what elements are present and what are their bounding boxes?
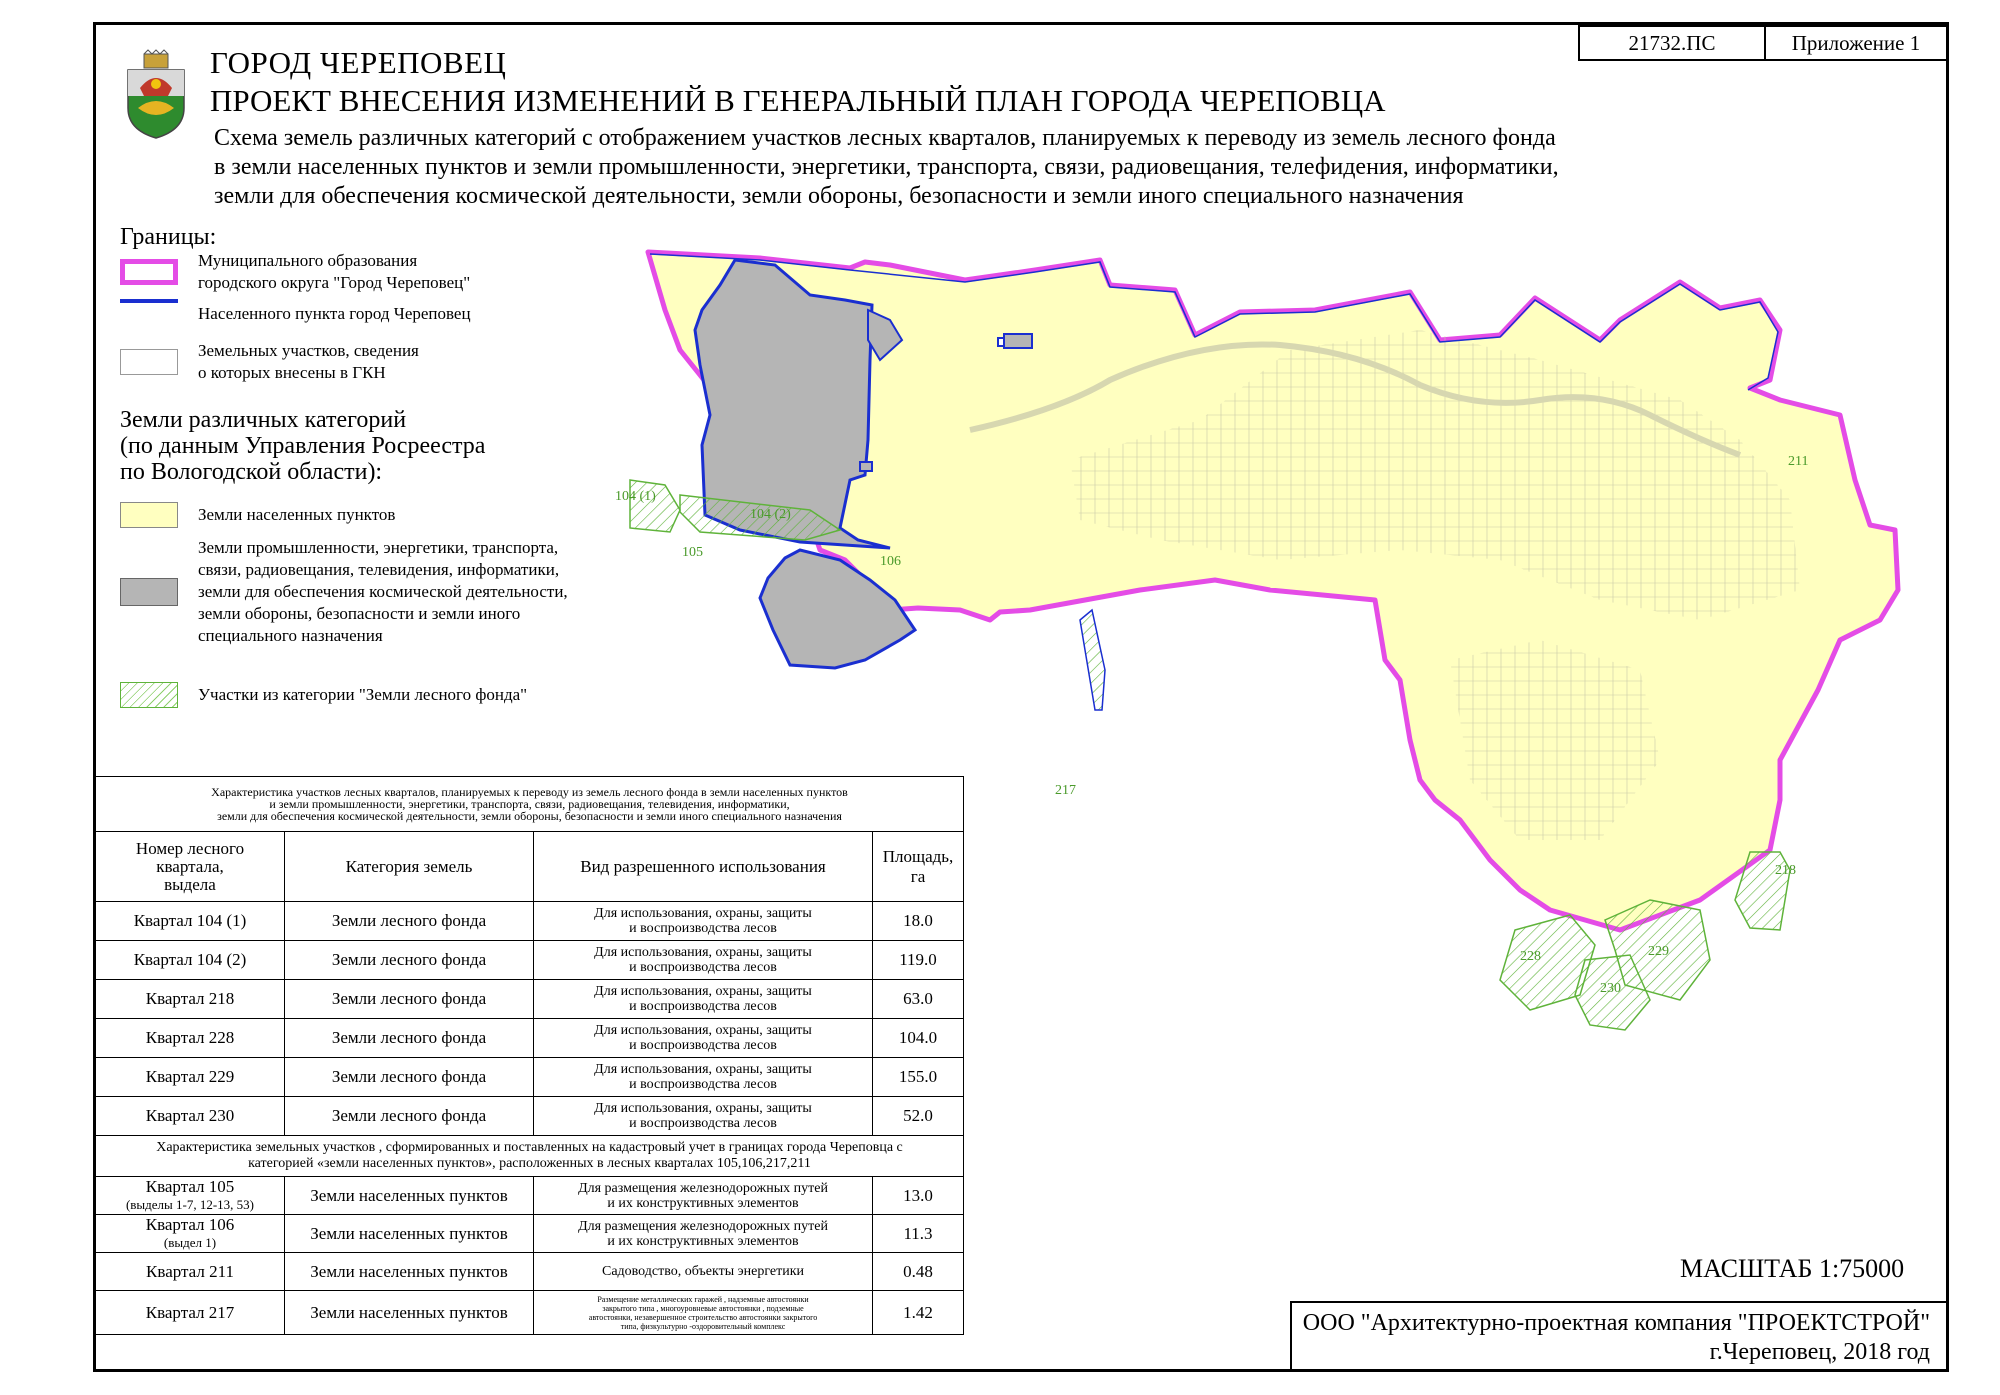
cell-use: Размещение металлических гаражей , надземные автостоянки закрытого типа , многоуровневые автостоянки , подземные автостоянки, незавершенное строительство автостоянки закрытого типа, физкультурно -оздоровительный комплекс [534,1291,873,1335]
industrial-plot [1004,334,1032,348]
parcel-boundary-line-icon [120,349,178,375]
legend-label: Земельных участков, сведения о которых внесены в ГКН [198,341,419,382]
cell-quarter: Квартал 229 [96,1058,285,1097]
map-label-105: 105 [682,545,703,560]
subtitle-line: земли для обеспечения космической деятельности, земли обороны, безопасности и земли иного специального назначения [214,183,1464,209]
map-scale: МАСШТАБ 1:75000 [1680,1254,1905,1283]
city-title: ГОРОД ЧЕРЕПОВЕЦ [210,45,507,80]
legend-item-settlement-lands [120,502,395,528]
map-label-211: 211 [1788,454,1809,469]
table-row [96,1253,964,1291]
map-label-104-1: 104 (1) [615,489,656,504]
appendix-label: Приложение 1 [1764,25,1948,61]
company-place-year: г.Череповец, 2018 год [1709,1339,1930,1365]
table-row [96,1177,964,1215]
legend-item-parcel-boundary [120,340,419,384]
company-name: ООО "Архитектурно-проектная компания "ПРОЕКТСТРОЙ" [1302,1310,1930,1336]
cell-area: 155.0 [873,1058,964,1097]
legend-label: Земли населенных пунктов [198,505,396,524]
legend-item-industry-lands [120,537,568,647]
map-label-230: 230 [1600,981,1621,996]
gray-fill-swatch-icon [120,578,178,606]
legend-item-city-boundary [120,303,471,325]
legend-label: Населенного пункта город Череповец [198,304,471,323]
legend-categories-title: Земли различных категорий (по данным Управления Росреестра по Вологодской области): [120,407,486,485]
cell-area: 104.0 [873,1019,964,1058]
cell-quarter: Квартал 217 [96,1291,285,1335]
header-area: Площадь, га [873,832,964,902]
quarter-name: Квартал 106 [145,1215,235,1234]
cell-area: 11.3 [873,1215,964,1253]
map-label-228: 228 [1520,949,1541,964]
table-row [96,980,964,1019]
cell-category: Земли лесного фонда [285,902,534,941]
cell-category: Земли населенных пунктов [285,1291,534,1335]
project-title: ПРОЕКТ ВНЕСЕНИЯ ИЗМЕНЕНИЙ В ГЕНЕРАЛЬНЫЙ ПЛАН ГОРОДА ЧЕРЕПОВЦА [210,83,1386,118]
cell-area: 0.48 [873,1253,964,1291]
map-label-229: 229 [1648,944,1669,959]
cell-use: Для размещения железнодорожных путей и их конструктивных элементов [534,1177,873,1215]
cell-category: Земли населенных пунктов [285,1177,534,1215]
cell-use: Садоводство, объекты энергетики [534,1253,873,1291]
header-quarter: Номер лесного квартала, выдела [96,832,285,902]
quarter-name: Квартал 105 [145,1177,235,1196]
yellow-fill-swatch-icon [120,502,178,528]
cell-category: Земли лесного фонда [285,941,534,980]
cell-quarter [96,1215,285,1253]
table-caption-top: Характеристика участков лесных кварталов, планируемых к переводу из земель лесного фонда в земли населенных пунктов и земли промышленности, энергетики, транспорта, связи, радиовещания, телевидения, информатики, земли для обеспечения космической деятельности, земли обороны, безопасности и земли иного специального назначения [96,777,964,832]
table-row [96,1058,964,1097]
table-row [96,1291,964,1335]
map-label-104-2: 104 (2) [750,507,791,522]
magenta-boundary-line-icon [120,259,178,285]
quarter-sub: (выдел 1) [163,1235,217,1250]
header-category: Категория земель [285,832,534,902]
green-hatch-swatch-icon [120,682,178,708]
city-coat-of-arms [120,50,192,140]
blue-boundary-line-icon [120,299,178,321]
cell-category: Земли населенных пунктов [285,1253,534,1291]
quarter-sub: (выделы 1-7, 12-13, 53) [125,1197,255,1212]
cell-quarter: Квартал 218 [96,980,285,1019]
cell-use: Для использования, охраны, защиты и воспроизводства лесов [534,902,873,941]
table-caption-mid: Характеристика земельных участков , сформированных и поставленных на кадастровый учет в границах города Череповца с категорией «земли населенных пунктов», расположенных в лесных кварталах 105,106,217,211 [96,1136,964,1177]
cell-use: Для использования, охраны, защиты и воспроизводства лесов [534,980,873,1019]
cell-area: 63.0 [873,980,964,1019]
legend-item-municipal-boundary [120,250,470,294]
table-row [96,902,964,941]
map-label-106: 106 [880,554,901,569]
subtitle-line: Схема земель различных категорий с отображением участков лесных кварталов, планируемых к переводу из земель лесного фонда [214,125,1556,151]
forest-plot-104-1[interactable] [630,480,680,532]
cell-use: Для использования, охраны, защиты и воспроизводства лесов [534,941,873,980]
cell-use: Для использования, охраны, защиты и воспроизводства лесов [534,1058,873,1097]
table-row [96,1019,964,1058]
legend-label: Земли промышленности, энергетики, транспорта, связи, радиовещания, телевидения, информатики, земли для обеспечения космической деятельности, земли обороны, безопасности и земли иного специального назначения [198,538,568,645]
cell-quarter: Квартал 104 (1) [96,902,285,941]
map-label-217: 217 [1055,783,1076,798]
document-code: 21732.ПС [1578,25,1766,61]
cell-category: Земли лесного фонда [285,980,534,1019]
map-label-218: 218 [1775,863,1796,878]
cell-quarter: Квартал 228 [96,1019,285,1058]
cell-area: 13.0 [873,1177,964,1215]
cell-quarter: Квартал 230 [96,1097,285,1136]
cell-category: Земли лесного фонда [285,1058,534,1097]
cell-quarter [96,1177,285,1215]
cell-category: Земли населенных пунктов [285,1215,534,1253]
cell-category: Земли лесного фонда [285,1097,534,1136]
legend-label: Участки из категории "Земли лесного фонда" [198,685,528,704]
industrial-plot [860,462,872,471]
cell-area: 18.0 [873,902,964,941]
company-block [1290,1301,1946,1371]
cell-area: 1.42 [873,1291,964,1335]
cell-category: Земли лесного фонда [285,1019,534,1058]
cell-area: 119.0 [873,941,964,980]
header-use: Вид разрешенного использования [534,832,873,902]
table-row [96,1215,964,1253]
legend-boundaries-title: Границы: [120,224,217,250]
legend-item-forest-lands [120,682,527,708]
table-row [96,1097,964,1136]
table-row [96,941,964,980]
forest-quarters-table [95,776,964,1335]
cell-use: Для использования, охраны, защиты и воспроизводства лесов [534,1019,873,1058]
subtitle-line: в земли населенных пунктов и земли промышленности, энергетики, транспорта, связи, радиовещания, телефидения, информатики, [214,154,1559,180]
forest-plot-217[interactable] [1080,610,1105,710]
cell-quarter: Квартал 104 (2) [96,941,285,980]
cell-area: 52.0 [873,1097,964,1136]
legend-label: Муниципального образования городского округа "Город Череповец" [198,251,471,292]
cell-use: Для размещения железнодорожных путей и их конструктивных элементов [534,1215,873,1253]
cell-use: Для использования, охраны, защиты и воспроизводства лесов [534,1097,873,1136]
cell-quarter: Квартал 211 [96,1253,285,1291]
map-subtitle [214,124,1559,211]
